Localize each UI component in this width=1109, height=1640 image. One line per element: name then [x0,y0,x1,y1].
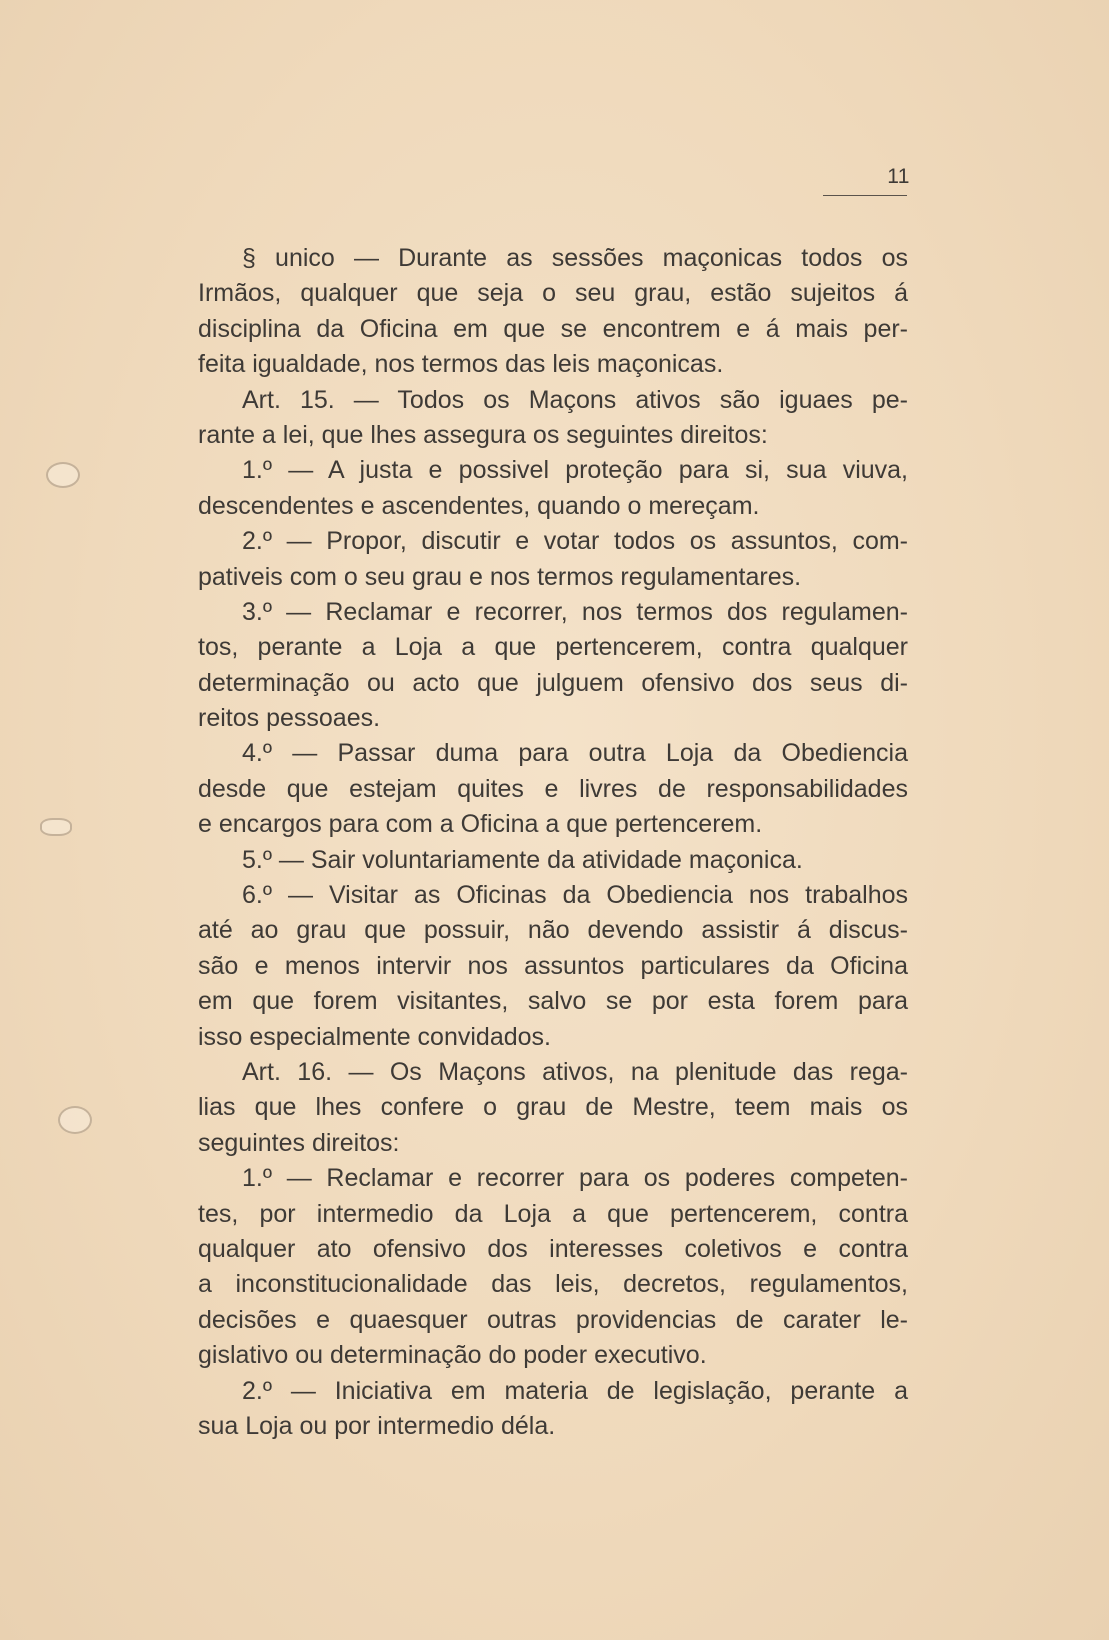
text-line: 1.º — Reclamar e recorrer para os poderes competen- [242,1164,908,1193]
text-line: desde que estejam quites e livres de responsabilidades [198,774,908,803]
text-line: 1.º — A justa e possivel proteção para si, sua viuva, [242,456,908,485]
binding-hole-bottom [58,1106,92,1134]
text-line: tos, perante a Loja a que pertencerem, contra qualquer [198,633,908,662]
text-line: 4.º — Passar duma para outra Loja da Obediencia [242,739,908,768]
body-text [198,241,908,1444]
text-line: são e menos intervir nos assuntos particulares da Oficina [198,951,908,980]
text-line: lias que lhes confere o grau de Mestre, teem mais os [198,1093,908,1122]
text-line: 6.º — Visitar as Oficinas da Obediencia nos trabalhos [242,881,908,910]
page-number-rule [823,195,907,196]
page-number: 11 [887,165,910,188]
text-line: disciplina da Oficina em que se encontrem e á mais per- [198,314,908,343]
text-line: pativeis com o seu grau e nos termos regulamentares. [198,562,802,591]
text-line: tes, por intermedio da Loja a que pertencerem, contra [198,1199,908,1228]
text-line: 2.º — Propor, discutir e votar todos os assuntos, com- [242,527,908,556]
text-line: Art. 16. — Os Maçons ativos, na plenitude das rega- [242,1057,908,1086]
text-line: a inconstitucionalidade das leis, decretos, regulamentos, [198,1270,908,1299]
text-line: seguintes direitos: [198,1128,400,1157]
text-line: decisões e quaesquer outras providencias de carater le- [198,1305,908,1334]
text-line: isso especialmente convidados. [198,1022,551,1051]
text-line: Irmãos, qualquer que seja o seu grau, estão sujeitos á [198,279,908,308]
text-line: 2.º — Iniciativa em materia de legislação, perante a [242,1376,908,1405]
text-line: feita igualdade, nos termos das leis maçonicas. [198,350,724,379]
text-line: reitos pessoaes. [198,704,381,733]
text-line: até ao grau que possuir, não devendo assistir á discus- [198,916,908,945]
text-line: descendentes e ascendentes, quando o mereçam. [198,491,760,520]
text-line: Art. 15. — Todos os Maçons ativos são iguaes pe- [242,385,908,414]
text-line: rante a lei, que lhes assegura os seguintes direitos: [198,420,768,449]
text-line: gislativo ou determinação do poder executivo. [198,1341,707,1370]
text-line: § unico — Durante as sessões maçonicas todos os [242,244,908,272]
text-line: qualquer ato ofensivo dos interesses coletivos e contra [198,1234,908,1263]
text-line: determinação ou acto que julguem ofensivo dos seus di- [198,668,908,697]
text-line: 3.º — Reclamar e recorrer, nos termos dos regulamen- [242,597,908,626]
text-line: e encargos para com a Oficina a que pertencerem. [198,810,763,839]
text-line: 5.º — Sair voluntariamente da atividade maçonica. [242,845,803,874]
binding-hole-middle [40,818,72,836]
text-line: sua Loja ou por intermedio déla. [198,1411,556,1440]
binding-hole-top [46,462,80,488]
text-line: em que forem visitantes, salvo se por esta forem para [198,987,908,1016]
